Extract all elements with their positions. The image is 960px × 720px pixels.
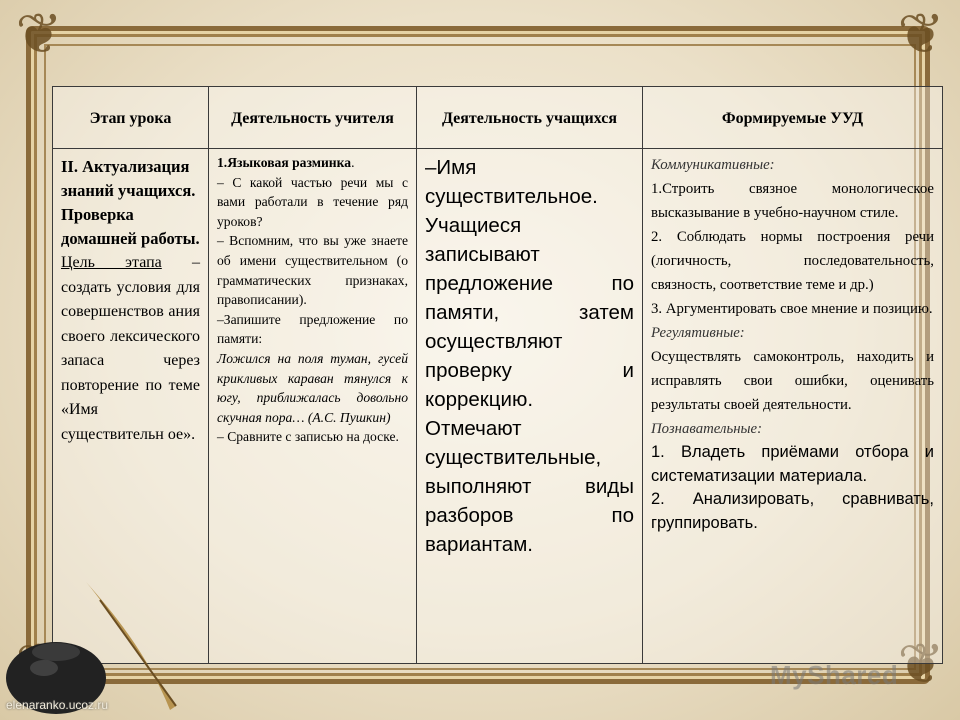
pupil-activity-cell	[417, 149, 643, 664]
pushkin-quote: Ложился на поля туман, гусей крикливых караван тянулся к югу, приближалась довольно скучная пора… (А.С. Пушкин)	[217, 350, 408, 425]
communicative-item: 3. Аргументировать свое мнение и позицию.	[651, 301, 933, 317]
cognitive-item: 1. Владеть приёмами отбора и систематизации материала.	[651, 443, 934, 485]
pupil-activity-text: –Имя существительное. Учащиеся записывают предложение по памяти, затем осуществляют проверку и коррекцию. Отмечают существительные, выполняют виды разборов по вариантам.	[425, 156, 634, 556]
header-uud: Формируемые УУД	[643, 87, 943, 149]
ornament-flourish-icon: ❦	[897, 2, 945, 67]
header-teacher-activity: Деятельность учителя	[209, 87, 417, 149]
warmup-heading-tail: .	[351, 155, 355, 170]
quill-inkwell-icon	[0, 560, 190, 720]
table-header-row	[53, 87, 943, 149]
myshared-logo: MyShared	[770, 660, 899, 690]
cognitive-label: Познавательные:	[651, 421, 763, 437]
communicative-item: 2. Соблюдать нормы построения речи (логичность, последовательность, связность, соответствие теме и др.)	[651, 229, 934, 293]
goal-label: Цель этапа	[61, 254, 162, 271]
teacher-line: – Сравните с записью на доске.	[217, 429, 399, 445]
uud-cell	[643, 149, 943, 664]
teacher-activity-cell	[209, 149, 417, 664]
warmup-heading: 1.Языковая разминка	[217, 155, 352, 170]
regulative-item: Осуществлять самоконтроль, находить и исправлять свои ошибки, оценивать результаты своей деятельности.	[651, 349, 934, 413]
teacher-line: – С какой частью речи мы с вами работали в течение ряд уроков?	[217, 174, 408, 229]
site-watermark: elenaranko.ucoz.ru	[6, 698, 109, 712]
ornament-flourish-icon: ❦	[897, 632, 945, 697]
stage-goal	[61, 251, 200, 447]
regulative-label: Регулятивные:	[651, 325, 745, 341]
communicative-item: 1.Строить связное монологическое высказывание в учебно-научном стиле.	[651, 181, 934, 221]
cognitive-item: 2. Анализировать, сравнивать, группировать.	[651, 490, 934, 532]
header-stage: Этап урока	[53, 87, 209, 149]
header-pupil-activity: Деятельность учащихся	[417, 87, 643, 149]
teacher-line: –Запишите предложение по памяти:	[217, 311, 408, 347]
communicative-label: Коммуникативные:	[651, 157, 775, 173]
stage-title: II. Актуализация знаний учащихся. Проверка домашней работы.	[61, 157, 200, 248]
teacher-line: – Вспомним, что вы уже знаете об имени существительном (о грамматических признаках, правописании).	[217, 233, 408, 308]
goal-text: – создать условия для совершенствов ания своего лексического запаса через повторение по теме «Имя существительн ое».	[61, 254, 201, 443]
ornament-flourish-icon: ❦	[15, 2, 63, 67]
